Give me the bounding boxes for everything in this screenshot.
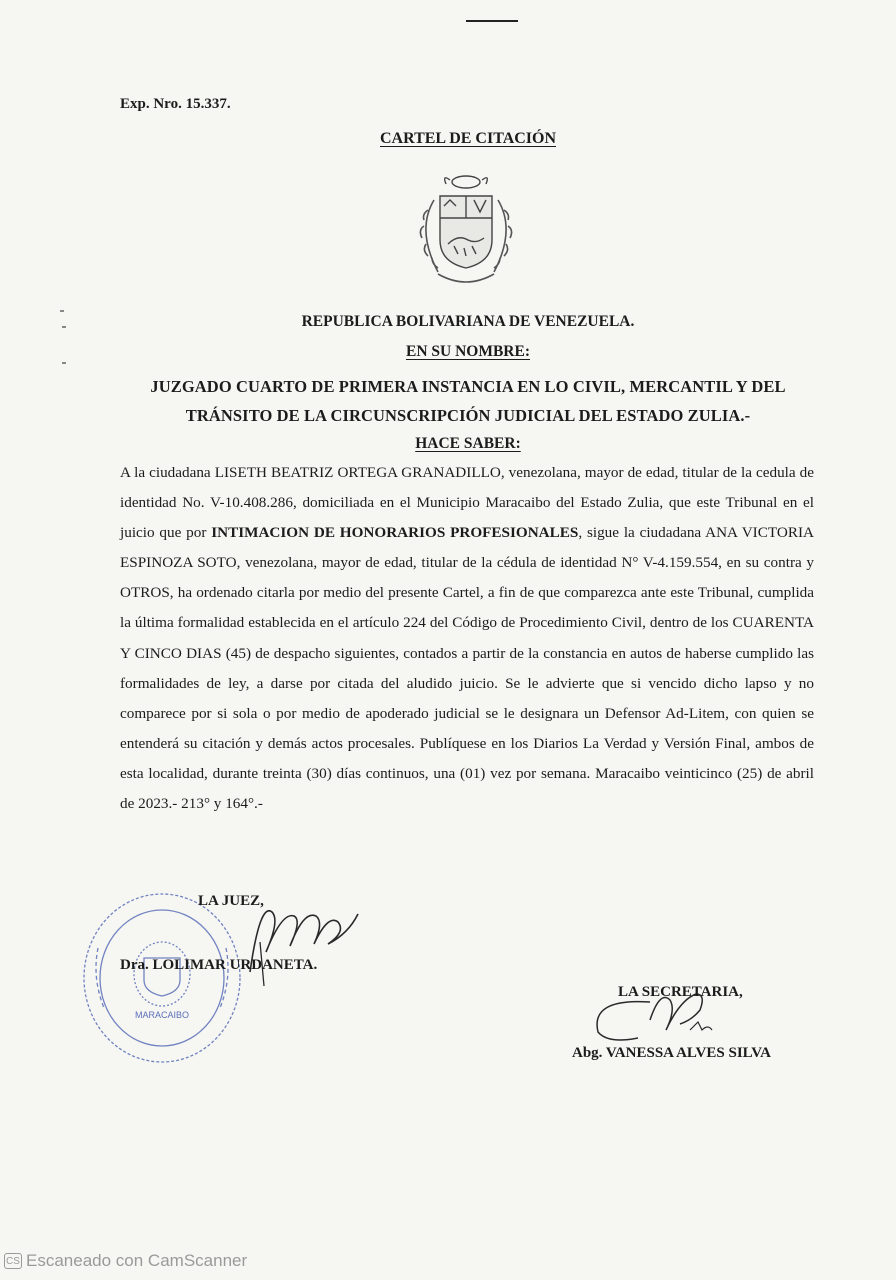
- body-part-2: , sigue la ciudadana ANA VICTORIA ESPINOZA SOTO, venezolana, mayor de edad, titular de la cédula de identidad N° V-4.159.554, en su contra y OTROS, ha ordenado citarla por medio del presente Cartel, a fin de que comparezca ante este Tribunal, cumplida la última formalidad establecida en el artículo 224 del Código de Procedimiento Civil, dentro de los CUARENTA Y CINCO DIAS (45) de despacho siguientes, contados a partir de la constancia en autos de haberse cumplido las formalidades de ley, a darse por citada del aludido juicio. Se le advierte que si vencido dicho lapso y no comparece por si sola o por medio de apoderado judicial se le designara un Defensor Ad-Litem, con quien se entenderá su citación y demás actos procesales. Publíquese en los Diarios La Verdad y Versión Final, ambos de esta localidad, durante treinta (30) días continuos, una (01) vez por semana. Maracaibo veinticinco (25) de abril de 2023.- 213° y 164°.-: [120, 524, 815, 813]
- margin-mark: [60, 310, 64, 312]
- document-title: CARTEL DE CITACIÓN: [379, 130, 557, 147]
- margin-mark: [62, 362, 66, 364]
- court-seal-icon: [78, 888, 246, 1070]
- hace-saber-heading: HACE SABER:: [415, 435, 521, 452]
- top-dash: [466, 20, 518, 22]
- expediente-number: Exp. Nro. 15.337.: [120, 96, 231, 112]
- body-bold-claim: INTIMACION DE HONORARIOS PROFESIONALES: [211, 524, 579, 542]
- en-su-nombre-heading: EN SU NOMBRE:: [405, 343, 530, 360]
- camscanner-text: Escaneado con CamScanner: [26, 1251, 248, 1270]
- republic-heading: REPUBLICA BOLIVARIANA DE VENEZUELA.: [301, 313, 635, 330]
- coat-of-arms-icon: [410, 170, 522, 288]
- judge-title: LA JUEZ,: [198, 893, 264, 909]
- court-line-2: TRÁNSITO DE LA CIRCUNSCRIPCIÓN JUDICIAL DEL ESTADO ZULIA.-: [185, 406, 751, 425]
- court-heading: [110, 372, 826, 430]
- seal-text: MARACAIBO: [134, 1010, 190, 1020]
- camscanner-logo-icon: CS: [4, 1253, 22, 1269]
- secretary-name: Abg. VANESSA ALVES SILVA: [572, 1045, 772, 1061]
- court-line-1: JUZGADO CUARTO DE PRIMERA INSTANCIA EN LO CIVIL, MERCANTIL Y DEL: [150, 377, 786, 396]
- camscanner-watermark: [4, 1251, 247, 1271]
- secretary-title: LA SECRETARIA,: [618, 984, 743, 1000]
- body-part-1: A la ciudadana LISETH BEATRIZ ORTEGA GRANADILLO, venezolana, mayor de edad, titular de la cedula de identidad No. V-10.408.286, domiciliada en el Municipio Maracaibo del Estado Zulia, que este Tribunal en el juicio que por: [120, 464, 814, 542]
- citation-body: [120, 458, 814, 819]
- judge-name: Dra. LOLIMAR URDANETA.: [120, 957, 318, 973]
